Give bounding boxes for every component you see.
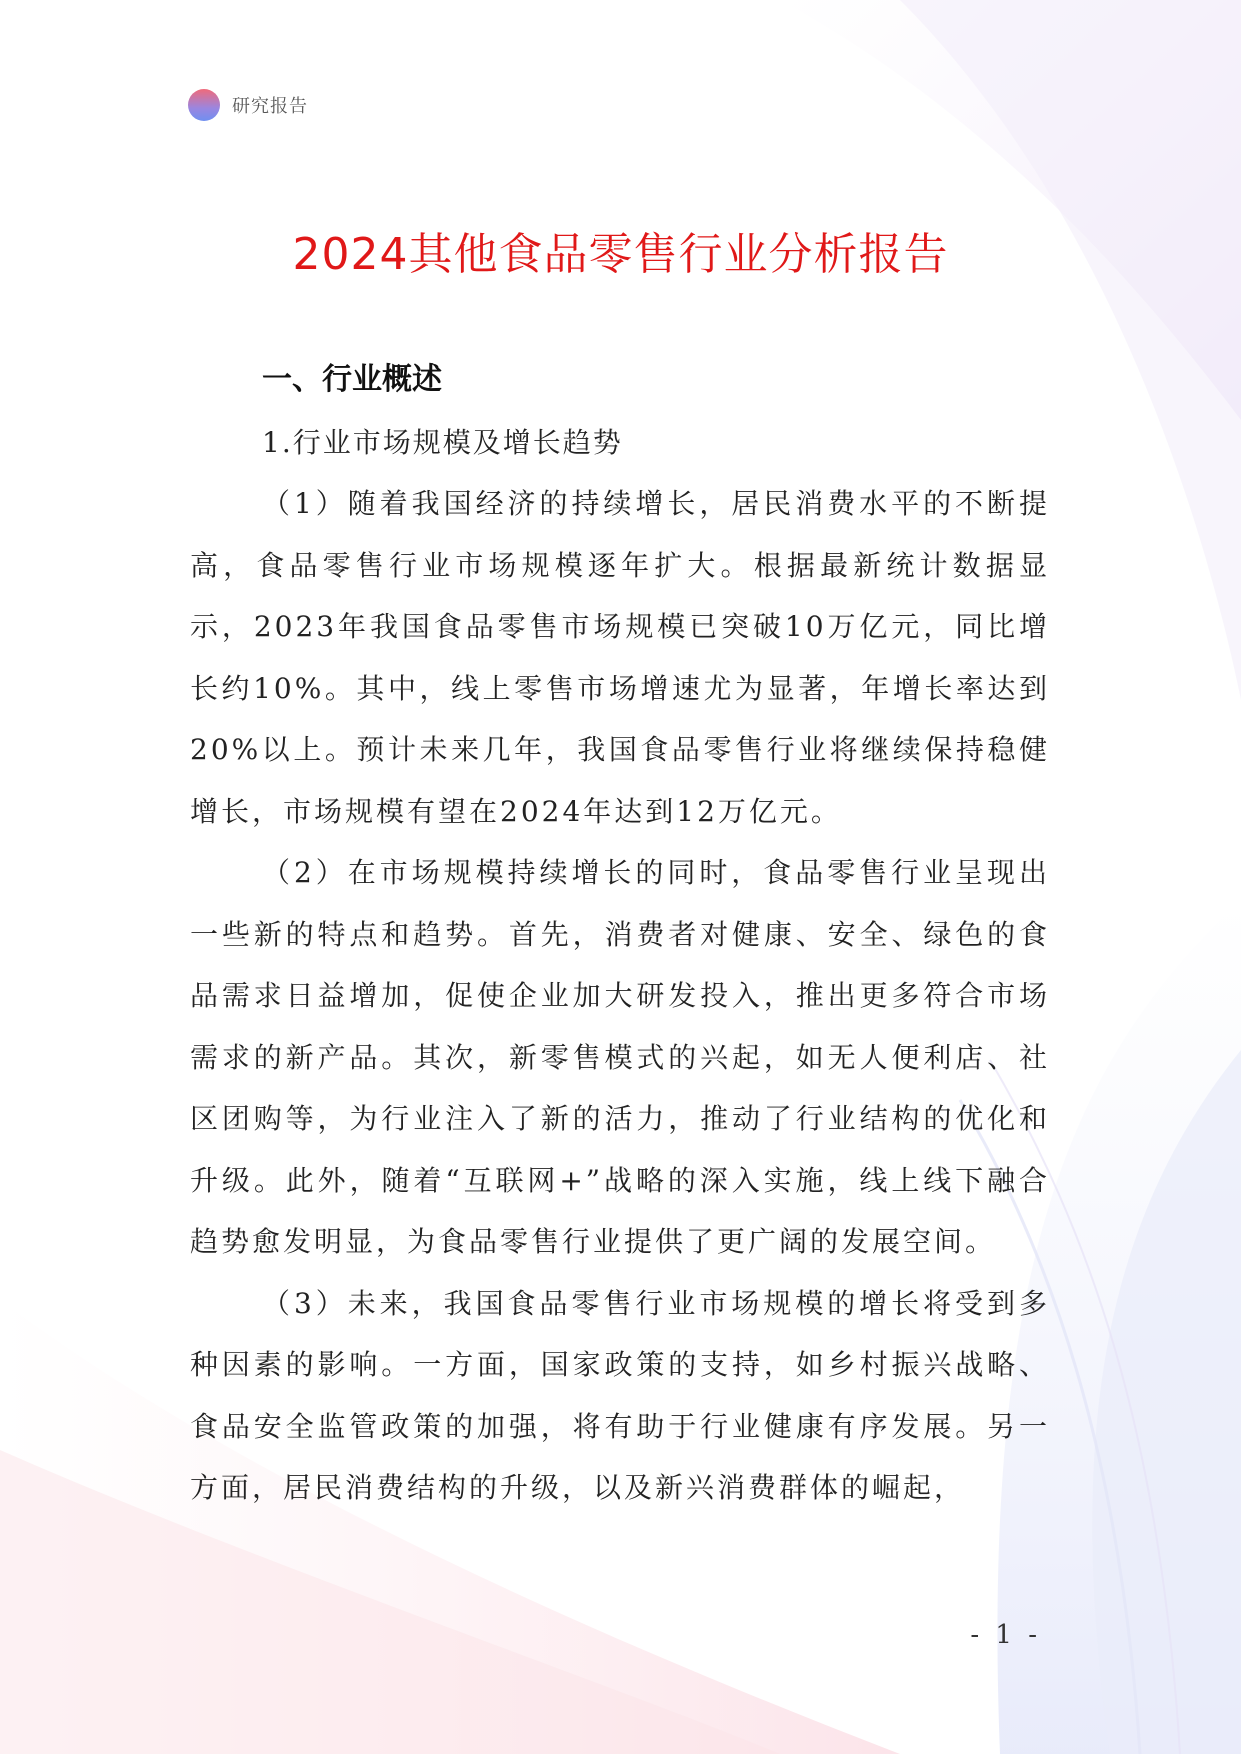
- document-title: 2024其他食品零售行业分析报告: [292, 229, 949, 280]
- section-heading: 一、行业概述: [262, 362, 442, 397]
- document-body: [190, 355, 1050, 1519]
- paragraph-2: （2）在市场规模持续增长的同时，食品零售行业呈现出一些新的特点和趋势。首先，消费者对健康、安全、绿色的食品需求日益增加，促使企业加大研发投入，推出更多符合市场需求的新产品。其次，新零售模式的兴起，如无人便利店、社区团购等，为行业注入了新的活力，推动了行业结构的优化和升级。此外，随着“互联网+”战略的深入实施，线上线下融合趋势愈发明显，为食品零售行业提供了更广阔的发展空间。: [190, 856, 1050, 1258]
- paragraph-1: （1）随着我国经济的持续增长，居民消费水平的不断提高，食品零售行业市场规模逐年扩大。根据最新统计数据显示，2023年我国食品零售市场规模已突破10万亿元，同比增长约10%。其中，线上零售市场增速尤为显著，年增长率达到20%以上。预计未来几年，我国食品零售行业将继续保持稳健增长，市场规模有望在2024年达到12万亿元。: [190, 487, 1050, 828]
- header-label: 研究报告: [232, 96, 308, 117]
- page-number: - 1 -: [970, 1620, 1041, 1650]
- paragraph-3: （3）未来，我国食品零售行业市场规模的增长将受到多种因素的影响。一方面，国家政策的支持，如乡村振兴战略、食品安全监管政策的加强，将有助于行业健康有序发展。另一方面，居民消费结构的升级，以及新兴消费群体的崛起，: [190, 1286, 1050, 1504]
- logo-circle-icon: [188, 89, 220, 121]
- document-header: [188, 88, 308, 122]
- sub-heading: 1.行业市场规模及增长趋势: [262, 426, 623, 459]
